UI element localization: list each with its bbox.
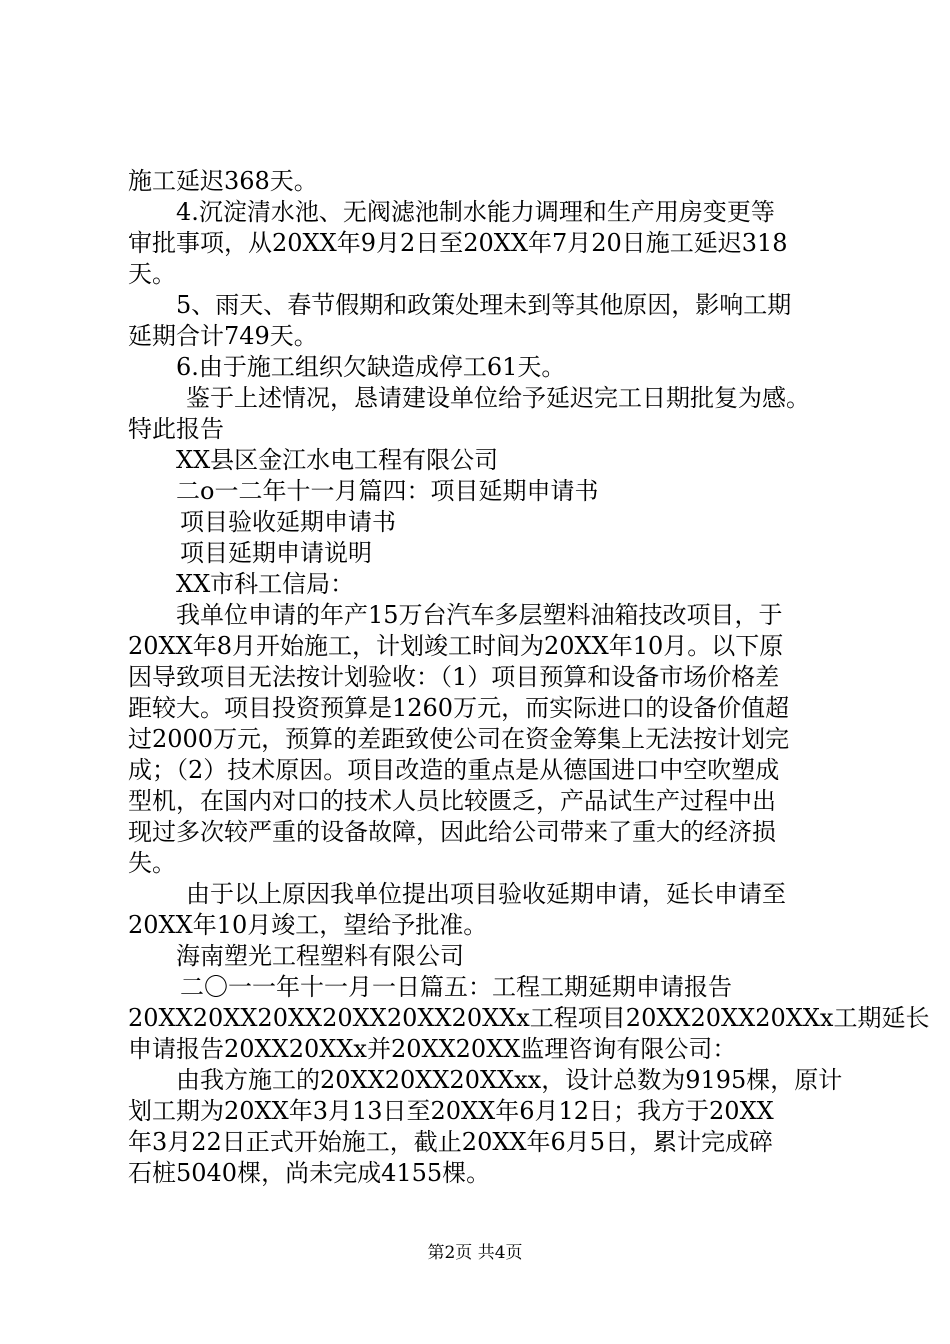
text-line: 由我方施工的20XX20XX20XXxx，设计总数为9195棵，原计 — [176, 1066, 843, 1094]
text-line: 6.由于施工组织欠缺造成停工61天。 — [176, 353, 566, 381]
text-line: 20XX年10月竣工，望给予批准。 — [128, 911, 488, 939]
text-line: 20XX20XX20XX20XX20XX20XXx工程项目20XX20XX20XXx工期延长 — [128, 1004, 930, 1032]
page-number-footer: 第2页 共4页 — [427, 1243, 523, 1263]
text-line: 申请报告20XX20XXx并20XX20XX监理咨询有限公司： — [128, 1035, 737, 1063]
text-line: 5、雨天、春节假期和政策处理未到等其他原因，影响工期 — [176, 291, 792, 319]
text-line: 海南塑光工程塑料有限公司 — [176, 942, 464, 970]
document-body — [128, 166, 930, 1189]
text-line: 特此报告 — [128, 415, 224, 443]
text-line: XX县区金江水电工程有限公司 — [176, 446, 499, 474]
text-line: 失。 — [128, 849, 176, 877]
text-line: 二o一二年十一月篇四：项目延期申请书 — [176, 477, 599, 505]
text-line: 现过多次较严重的设备故障，因此给公司带来了重大的经济损 — [128, 818, 776, 846]
text-line: 划工期为20XX年3月13日至20XX年6月12日；我方于20XX — [128, 1097, 774, 1125]
text-line: 过2000万元，预算的差距致使公司在资金筹集上无法按计划完 — [128, 725, 790, 753]
text-line: 天。 — [128, 260, 176, 288]
text-line: 鉴于上述情况，恳请建设单位给予延迟完工日期批复为感。 — [186, 384, 810, 412]
text-line: XX市科工信局： — [176, 570, 355, 598]
text-line: 二〇一一年十一月一日篇五：工程工期延期申请报告 — [180, 973, 732, 1001]
text-line: 成；（2）技术原因。项目改造的重点是从德国进口中空吹塑成 — [128, 756, 780, 784]
text-line: 项目延期申请说明 — [180, 539, 372, 567]
text-line: 审批事项，从20XX年9月2日至20XX年7月20日施工延迟318 — [128, 229, 788, 257]
text-line: 20XX年8月开始施工，计划竣工时间为20XX年10月。以下原 — [128, 632, 784, 660]
text-line: 由于以上原因我单位提出项目验收延期申请，延长申请至 — [186, 880, 786, 908]
text-line: 距较大。项目投资预算是1260万元，而实际进口的设备价值超 — [128, 694, 790, 722]
text-line: 项目验收延期申请书 — [180, 508, 396, 536]
text-line: 石桩5040棵，尚未完成4155棵。 — [128, 1159, 491, 1187]
text-line: 年3月22日正式开始施工，截止20XX年6月5日，累计完成碎 — [128, 1128, 774, 1156]
text-line: 4.沉淀清水池、无阀滤池制水能力调理和生产用房变更等 — [176, 198, 775, 226]
text-line: 施工延迟368天。 — [128, 167, 318, 195]
text-line: 我单位申请的年产15万台汽车多层塑料油箱技改项目，于 — [176, 601, 783, 629]
text-line: 型机，在国内对口的技术人员比较匮乏，产品试生产过程中出 — [128, 787, 776, 815]
text-line: 因导致项目无法按计划验收：（1）项目预算和设备市场价格差 — [128, 663, 780, 691]
text-line: 延期合计749天。 — [128, 322, 318, 350]
